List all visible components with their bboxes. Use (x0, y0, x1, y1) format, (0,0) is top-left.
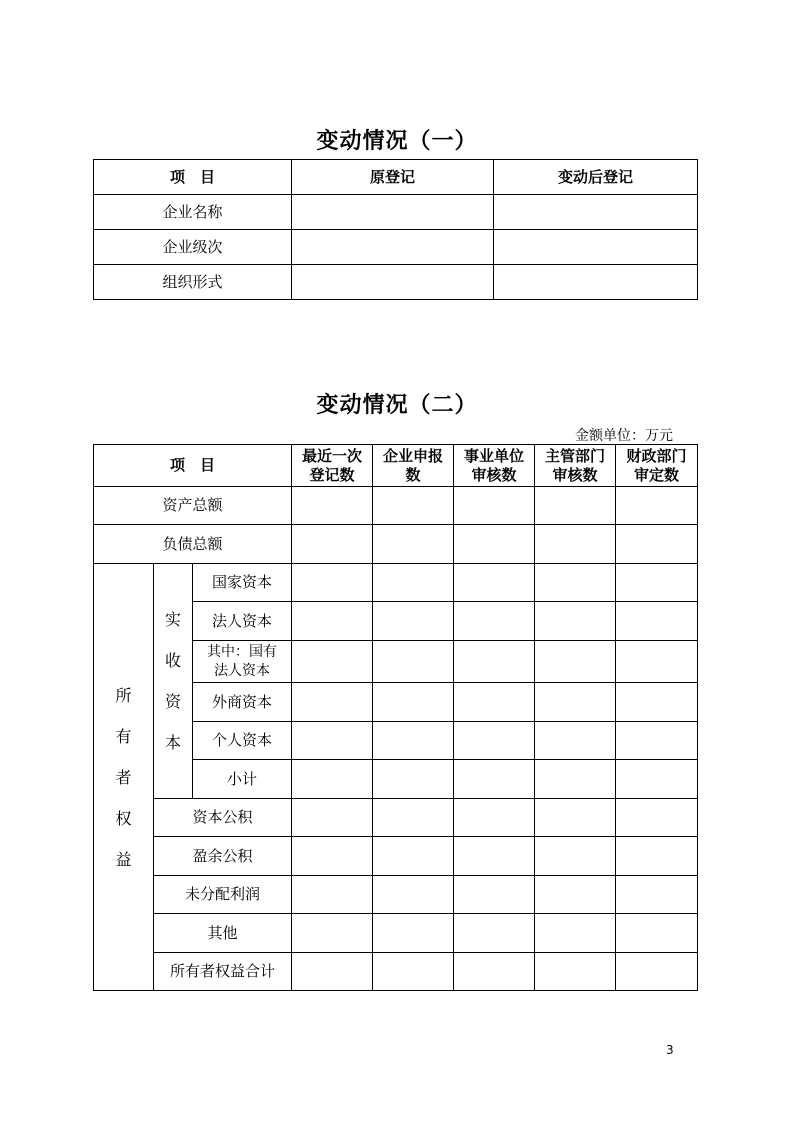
table-cell[interactable] (454, 525, 535, 564)
table-cell[interactable] (292, 487, 373, 525)
table-cell[interactable] (373, 564, 454, 602)
table-cell[interactable] (454, 760, 535, 799)
group-char: 收 (164, 651, 181, 670)
row-label-line: 法人资本 (214, 662, 271, 679)
table-cell[interactable] (535, 564, 616, 602)
table-cell[interactable] (454, 799, 535, 837)
table-row (94, 564, 698, 602)
table-cell[interactable] (292, 641, 373, 683)
table-row (94, 230, 698, 265)
table-cell[interactable] (292, 602, 373, 641)
row-label: 组织形式 (94, 265, 292, 300)
header-text: 数 (405, 465, 421, 484)
table-cell[interactable] (292, 564, 373, 602)
table-cell[interactable] (373, 525, 454, 564)
header-text: 财政部门 (626, 446, 687, 465)
table-cell[interactable] (535, 876, 616, 914)
group-char: 所 (115, 685, 132, 705)
header-institution-audited (454, 445, 535, 487)
header-authority-audited (535, 445, 616, 487)
table-cell[interactable] (292, 953, 373, 991)
table-cell[interactable] (373, 799, 454, 837)
table-cell[interactable] (292, 837, 373, 876)
row-label-line: 其中：国有 (207, 643, 278, 660)
unit-label: 金额单位：万元 (575, 428, 673, 444)
row-label: 个人资本 (193, 722, 292, 760)
table-cell[interactable] (373, 760, 454, 799)
header-text: 事业单位 (464, 446, 525, 465)
table-cell[interactable] (535, 953, 616, 991)
table-cell[interactable] (535, 722, 616, 760)
table-cell[interactable] (535, 487, 616, 525)
table-cell[interactable] (292, 760, 373, 799)
header-finance-approved (616, 445, 698, 487)
row-label: 企业级次 (94, 230, 292, 265)
table-cell[interactable] (535, 525, 616, 564)
table-cell[interactable] (292, 799, 373, 837)
table-cell[interactable] (373, 641, 454, 683)
row-label: 其他 (154, 914, 292, 953)
group-char: 资 (164, 692, 181, 711)
table-cell[interactable] (373, 953, 454, 991)
table-row (94, 837, 698, 876)
table-cell[interactable] (616, 564, 698, 602)
table-cell[interactable] (616, 722, 698, 760)
table-cell[interactable] (454, 722, 535, 760)
row-label: 小计 (193, 760, 292, 799)
table-cell[interactable] (616, 760, 698, 799)
table-cell[interactable] (292, 265, 494, 300)
paid-in-group-label (154, 564, 193, 799)
table-cell[interactable] (494, 265, 698, 300)
header-item: 项 目 (94, 160, 292, 195)
row-label: 企业名称 (94, 195, 292, 230)
table-cell[interactable] (454, 564, 535, 602)
header-enterprise-declared (373, 445, 454, 487)
table-cell[interactable] (535, 837, 616, 876)
table-cell[interactable] (535, 799, 616, 837)
header-text: 主管部门 (545, 446, 606, 465)
table-cell[interactable] (454, 953, 535, 991)
table-cell[interactable] (535, 602, 616, 641)
row-label-state-legal (193, 641, 292, 683)
change-table-2 (93, 444, 698, 991)
table-cell[interactable] (616, 837, 698, 876)
table-cell[interactable] (616, 876, 698, 914)
table-row (94, 195, 698, 230)
table-cell[interactable] (616, 953, 698, 991)
table-row (94, 914, 698, 953)
table-cell[interactable] (292, 525, 373, 564)
header-item: 项 目 (94, 445, 292, 487)
header-text: 登记数 (309, 465, 355, 484)
table-row (94, 487, 698, 525)
table-cell[interactable] (454, 837, 535, 876)
table-cell[interactable] (454, 602, 535, 641)
table-row (94, 953, 698, 991)
table-cell[interactable] (454, 876, 535, 914)
table-cell[interactable] (494, 230, 698, 265)
table-cell[interactable] (373, 683, 454, 722)
table-header-row (94, 445, 698, 487)
row-label: 国家资本 (193, 564, 292, 602)
table-cell[interactable] (616, 525, 698, 564)
group-char: 实 (164, 610, 181, 629)
header-last-registered (292, 445, 373, 487)
table-cell[interactable] (454, 487, 535, 525)
row-label: 所有者权益合计 (154, 953, 292, 991)
table-cell[interactable] (373, 876, 454, 914)
table-cell[interactable] (535, 683, 616, 722)
group-char: 益 (115, 849, 132, 869)
row-label: 盈余公积 (154, 837, 292, 876)
header-text: 最近一次 (302, 446, 363, 465)
table-cell[interactable] (535, 914, 616, 953)
table-cell[interactable] (616, 602, 698, 641)
group-char: 有 (115, 726, 132, 746)
row-label: 外商资本 (193, 683, 292, 722)
table-cell[interactable] (292, 195, 494, 230)
header-text: 企业申报 (383, 446, 444, 465)
table-cell[interactable] (292, 683, 373, 722)
table-row (94, 876, 698, 914)
table-cell[interactable] (373, 487, 454, 525)
table-row (94, 265, 698, 300)
row-label: 法人资本 (193, 602, 292, 641)
table-cell[interactable] (454, 683, 535, 722)
table-row (94, 525, 698, 564)
table-header-row (94, 160, 698, 195)
section2-title: 变动情况（二） (316, 392, 478, 418)
page-number: 3 (666, 1043, 674, 1057)
header-text: 审核数 (471, 465, 517, 484)
change-table-1 (93, 159, 698, 300)
header-changed: 变动后登记 (494, 160, 698, 195)
table-cell[interactable] (292, 230, 494, 265)
table-cell[interactable] (616, 487, 698, 525)
table-cell[interactable] (616, 799, 698, 837)
table-cell[interactable] (373, 837, 454, 876)
section1-title: 变动情况（一） (316, 128, 478, 154)
table-cell[interactable] (616, 914, 698, 953)
table-cell[interactable] (292, 876, 373, 914)
table-cell[interactable] (616, 683, 698, 722)
row-label: 资本公积 (154, 799, 292, 837)
group-char: 权 (115, 808, 132, 828)
header-original: 原登记 (292, 160, 494, 195)
group-char: 本 (164, 733, 181, 752)
table-cell[interactable] (454, 914, 535, 953)
table-row (94, 799, 698, 837)
table-cell[interactable] (535, 760, 616, 799)
equity-group-label (94, 564, 154, 991)
group-char: 者 (115, 767, 132, 787)
table-cell[interactable] (454, 641, 535, 683)
table-cell[interactable] (292, 722, 373, 760)
table-cell[interactable] (292, 914, 373, 953)
table-cell[interactable] (616, 641, 698, 683)
table-cell[interactable] (373, 602, 454, 641)
table-cell[interactable] (373, 914, 454, 953)
table-cell[interactable] (494, 195, 698, 230)
row-label: 负债总额 (94, 525, 292, 564)
row-label: 资产总额 (94, 487, 292, 525)
header-text: 审定数 (634, 465, 680, 484)
header-text: 审核数 (552, 465, 598, 484)
table-cell[interactable] (373, 722, 454, 760)
table-cell[interactable] (535, 641, 616, 683)
row-label: 未分配利润 (154, 876, 292, 914)
